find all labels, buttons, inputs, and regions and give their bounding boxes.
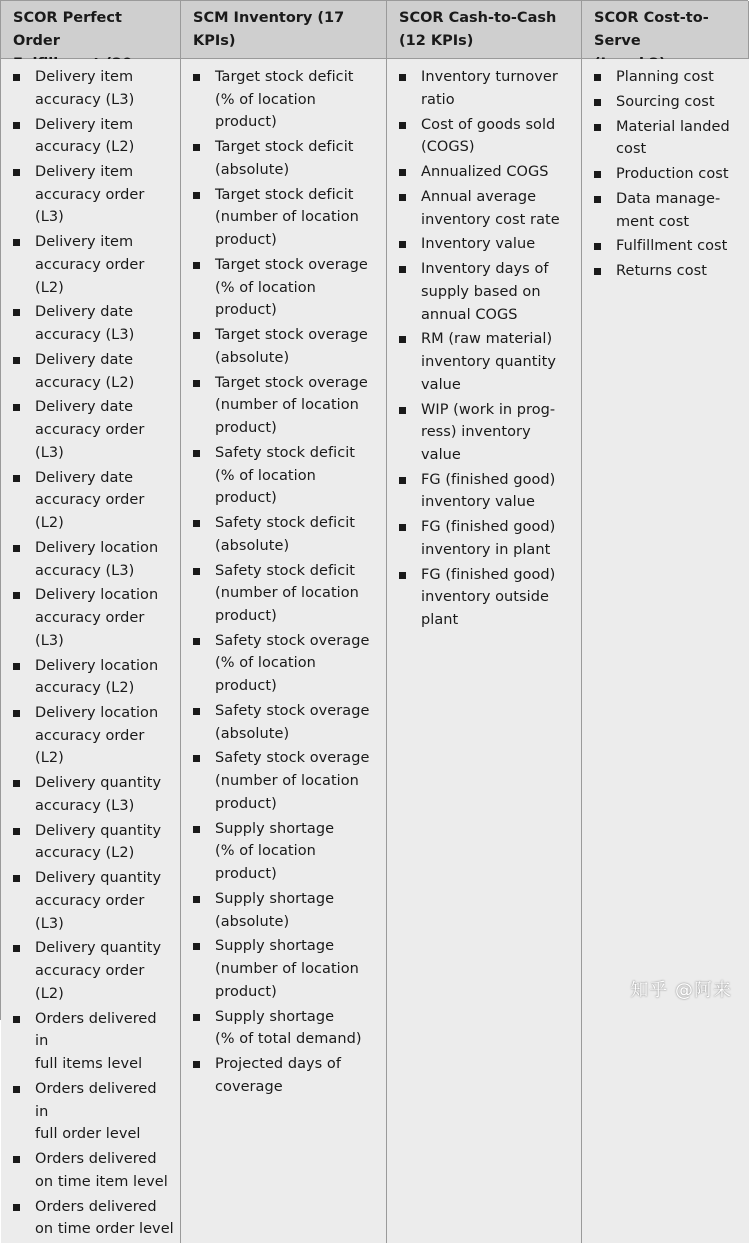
list-item-label: RM (raw material) inventory quantity value: [421, 331, 556, 393]
column-body-cash-to-cash: [387, 59, 582, 1243]
list-item-label: FG (finished good) inventory in plant: [421, 519, 556, 558]
square-bullet-icon: [193, 380, 200, 387]
square-bullet-icon: [13, 475, 20, 482]
list-item: [13, 66, 174, 111]
list-item: [13, 1148, 174, 1193]
square-bullet-icon: [193, 332, 200, 339]
square-bullet-icon: [594, 268, 601, 275]
list-item: [193, 372, 380, 440]
square-bullet-icon: [399, 524, 406, 531]
list-item-label: Inventory turnover ratio: [421, 69, 558, 108]
list-item-label: Orders delivered on time item level: [35, 1151, 168, 1190]
list-item-label: Cost of goods sold (COGS): [421, 116, 556, 156]
square-bullet-icon: [13, 592, 20, 599]
list-item: [13, 702, 174, 770]
square-bullet-icon: [13, 309, 20, 316]
list-item: [193, 560, 380, 628]
square-bullet-icon: [193, 192, 200, 199]
list-item: [594, 188, 743, 233]
list-item: [399, 328, 575, 396]
list-item-label: Inventory days of supply based on annual COGS: [421, 261, 549, 323]
list-item-label: Orders delivered in full items level: [35, 1010, 157, 1073]
square-bullet-icon: [399, 122, 406, 129]
list-item: [193, 747, 380, 815]
list-item-label: Delivery date accuracy (L3): [35, 304, 135, 344]
list-item: [13, 867, 174, 935]
list-item: [13, 1008, 174, 1076]
square-bullet-icon: [13, 122, 20, 129]
list-item-label: Delivery quantity accuracy order (L2): [35, 940, 162, 1002]
list-item: [399, 564, 575, 632]
list-item-label: WIP (work in prog- ress) inventory value: [421, 401, 556, 463]
list-item-label: Delivery date accuracy (L2): [35, 351, 135, 391]
list-item-label: Delivery location accuracy order (L3): [35, 587, 159, 649]
list-item: [399, 114, 575, 159]
list-item-label: Safety stock overage (number of location product): [215, 750, 370, 812]
list-item: [193, 1053, 380, 1098]
list-item-label: Target stock overage (absolute): [215, 327, 368, 366]
square-bullet-icon: [193, 708, 200, 715]
square-bullet-icon: [13, 1086, 20, 1093]
list-item-label: Supply shortage (% of total demand): [215, 1008, 362, 1048]
list-item: [399, 186, 575, 231]
list-item-label: Delivery quantity accuracy (L2): [35, 822, 162, 862]
column-header: SCOR Cost-to-Serve: [582, 1, 749, 59]
square-bullet-icon: [13, 357, 20, 364]
list-item-label: Delivery item accuracy order (L3): [35, 164, 145, 226]
list-item-label: Delivery date accuracy order (L3): [35, 399, 145, 461]
list-item: [13, 584, 174, 652]
square-bullet-icon: [13, 169, 20, 176]
square-bullet-icon: [193, 638, 200, 645]
list-item-label: Orders delivered in full order level: [35, 1080, 157, 1143]
list-item-label: Delivery location accuracy (L2): [35, 657, 159, 697]
list-item: [399, 258, 575, 326]
list-item: [13, 820, 174, 865]
list-item: [13, 1196, 174, 1241]
list-item: [13, 937, 174, 1005]
list-item: [193, 888, 380, 933]
square-bullet-icon: [399, 74, 406, 81]
square-bullet-icon: [193, 568, 200, 575]
list-item-label: Delivery item accuracy order (L2): [35, 234, 145, 296]
list-item: [399, 66, 575, 111]
list-item: [13, 772, 174, 817]
square-bullet-icon: [399, 572, 406, 579]
list-item-label: Supply shortage (number of location product): [215, 938, 359, 1000]
list-item: [193, 512, 380, 557]
square-bullet-icon: [13, 828, 20, 835]
list-item: [399, 233, 575, 256]
square-bullet-icon: [399, 169, 406, 176]
list-item: [594, 116, 743, 161]
list-item: [13, 114, 174, 159]
square-bullet-icon: [193, 1014, 200, 1021]
list-item-label: Target stock deficit (absolute): [215, 139, 354, 178]
square-bullet-icon: [594, 124, 601, 131]
list-item: [594, 235, 743, 258]
square-bullet-icon: [594, 196, 601, 203]
list-item: [13, 655, 174, 700]
list-item-label: Supply shortage (% of location product): [215, 820, 335, 883]
square-bullet-icon: [193, 755, 200, 762]
list-item: [399, 161, 575, 184]
square-bullet-icon: [594, 74, 601, 81]
list-item-label: Delivery item accuracy (L2): [35, 116, 135, 156]
square-bullet-icon: [13, 404, 20, 411]
list-item-label: Delivery quantity accuracy (L3): [35, 775, 162, 814]
square-bullet-icon: [13, 1156, 20, 1163]
list-item-label: Sourcing cost: [616, 93, 715, 110]
square-bullet-icon: [193, 74, 200, 81]
list-item-label: Annual average inventory cost rate: [421, 188, 560, 228]
list-item: [13, 1078, 174, 1146]
list-item-label: Projected days of coverage: [215, 1056, 342, 1095]
square-bullet-icon: [13, 875, 20, 882]
list-item-label: Fulfillment cost: [616, 238, 728, 255]
list-item: [13, 301, 174, 346]
square-bullet-icon: [594, 171, 601, 178]
list-item: [13, 231, 174, 299]
square-bullet-icon: [13, 780, 20, 787]
square-bullet-icon: [13, 1204, 20, 1211]
square-bullet-icon: [399, 241, 406, 248]
watermark: 知乎 @阿来: [630, 980, 732, 1001]
list-item: [13, 161, 174, 229]
square-bullet-icon: [13, 710, 20, 717]
square-bullet-icon: [399, 266, 406, 273]
list-item-label: Annualized COGS: [421, 164, 549, 180]
list-item-label: Safety stock overage (% of location product): [215, 632, 370, 695]
list-item-label: Target stock deficit (number of location product): [215, 186, 359, 249]
list-item-label: Production cost: [616, 166, 729, 183]
list-item-label: Delivery location accuracy order (L2): [35, 705, 159, 767]
list-item: [13, 396, 174, 464]
list-item: [193, 324, 380, 369]
list-item: [193, 442, 380, 510]
list-item: [594, 163, 743, 186]
square-bullet-icon: [594, 243, 601, 250]
column-header: SCM Inventory (17 KPIs): [181, 1, 387, 59]
list-item-label: Safety stock deficit (number of location product): [215, 562, 359, 624]
list-item-label: Orders delivered on time order level: [35, 1198, 174, 1238]
list-item: [399, 399, 575, 467]
list-item: [193, 935, 380, 1003]
square-bullet-icon: [193, 262, 200, 269]
list-item: [594, 66, 743, 89]
list-item: [13, 349, 174, 394]
list-item-label: Target stock overage (number of location product): [215, 374, 368, 437]
column-body-perfect-order: [1, 59, 181, 1243]
list-item: [193, 1006, 380, 1051]
square-bullet-icon: [13, 239, 20, 246]
square-bullet-icon: [399, 194, 406, 201]
square-bullet-icon: [594, 99, 601, 106]
list-item: [193, 818, 380, 886]
list-item-label: Safety stock deficit (% of location product): [215, 444, 356, 507]
square-bullet-icon: [399, 336, 406, 343]
square-bullet-icon: [193, 1061, 200, 1068]
square-bullet-icon: [193, 144, 200, 151]
list-item-label: Supply shortage (absolute): [215, 890, 335, 930]
list-item: [594, 260, 743, 283]
square-bullet-icon: [193, 896, 200, 903]
list-item-label: Delivery location accuracy (L3): [35, 539, 159, 579]
list-item: [594, 91, 743, 114]
list-item: [13, 467, 174, 535]
square-bullet-icon: [13, 663, 20, 670]
square-bullet-icon: [399, 407, 406, 414]
square-bullet-icon: [193, 520, 200, 527]
list-item: [193, 66, 380, 134]
square-bullet-icon: [13, 1016, 20, 1023]
column-body-cost-to-serve: [582, 59, 749, 1243]
column-header: SCOR Cash-to-Cash (12 KPIs): [387, 1, 582, 59]
list-item-label: Returns cost: [616, 263, 707, 280]
list-item-label: FG (finished good) inventory outside plant: [421, 566, 556, 629]
list-item: [193, 700, 380, 745]
list-item-label: Inventory value: [421, 236, 536, 253]
list-item-label: Delivery quantity accuracy order (L3): [35, 870, 162, 932]
list-item: [193, 630, 380, 698]
square-bullet-icon: [13, 545, 20, 552]
list-item: [399, 469, 575, 514]
list-item: [13, 537, 174, 582]
list-item: [193, 254, 380, 322]
list-item-label: Planning cost: [616, 69, 714, 85]
list-item: [193, 184, 380, 252]
list-item: [399, 516, 575, 561]
square-bullet-icon: [193, 450, 200, 457]
square-bullet-icon: [13, 74, 20, 81]
column-header: SCOR Perfect Order: [1, 1, 181, 59]
square-bullet-icon: [193, 943, 200, 950]
square-bullet-icon: [399, 477, 406, 484]
list-item-label: Target stock overage (% of location product): [215, 256, 368, 319]
list-item-label: Data manage- ment cost: [616, 190, 721, 230]
list-item: [193, 136, 380, 181]
list-item-label: Delivery item accuracy (L3): [35, 69, 135, 108]
square-bullet-icon: [13, 945, 20, 952]
list-item-label: Material landed cost: [616, 118, 730, 158]
list-item-label: Target stock deficit (% of location product): [215, 69, 354, 131]
list-item-label: Safety stock overage (absolute): [215, 702, 370, 742]
list-item-label: Delivery date accuracy order (L2): [35, 469, 145, 532]
list-item-label: Safety stock deficit (absolute): [215, 515, 356, 554]
column-body-inventory: [181, 59, 387, 1243]
list-item-label: FG (finished good) inventory value: [421, 471, 556, 511]
square-bullet-icon: [193, 826, 200, 833]
